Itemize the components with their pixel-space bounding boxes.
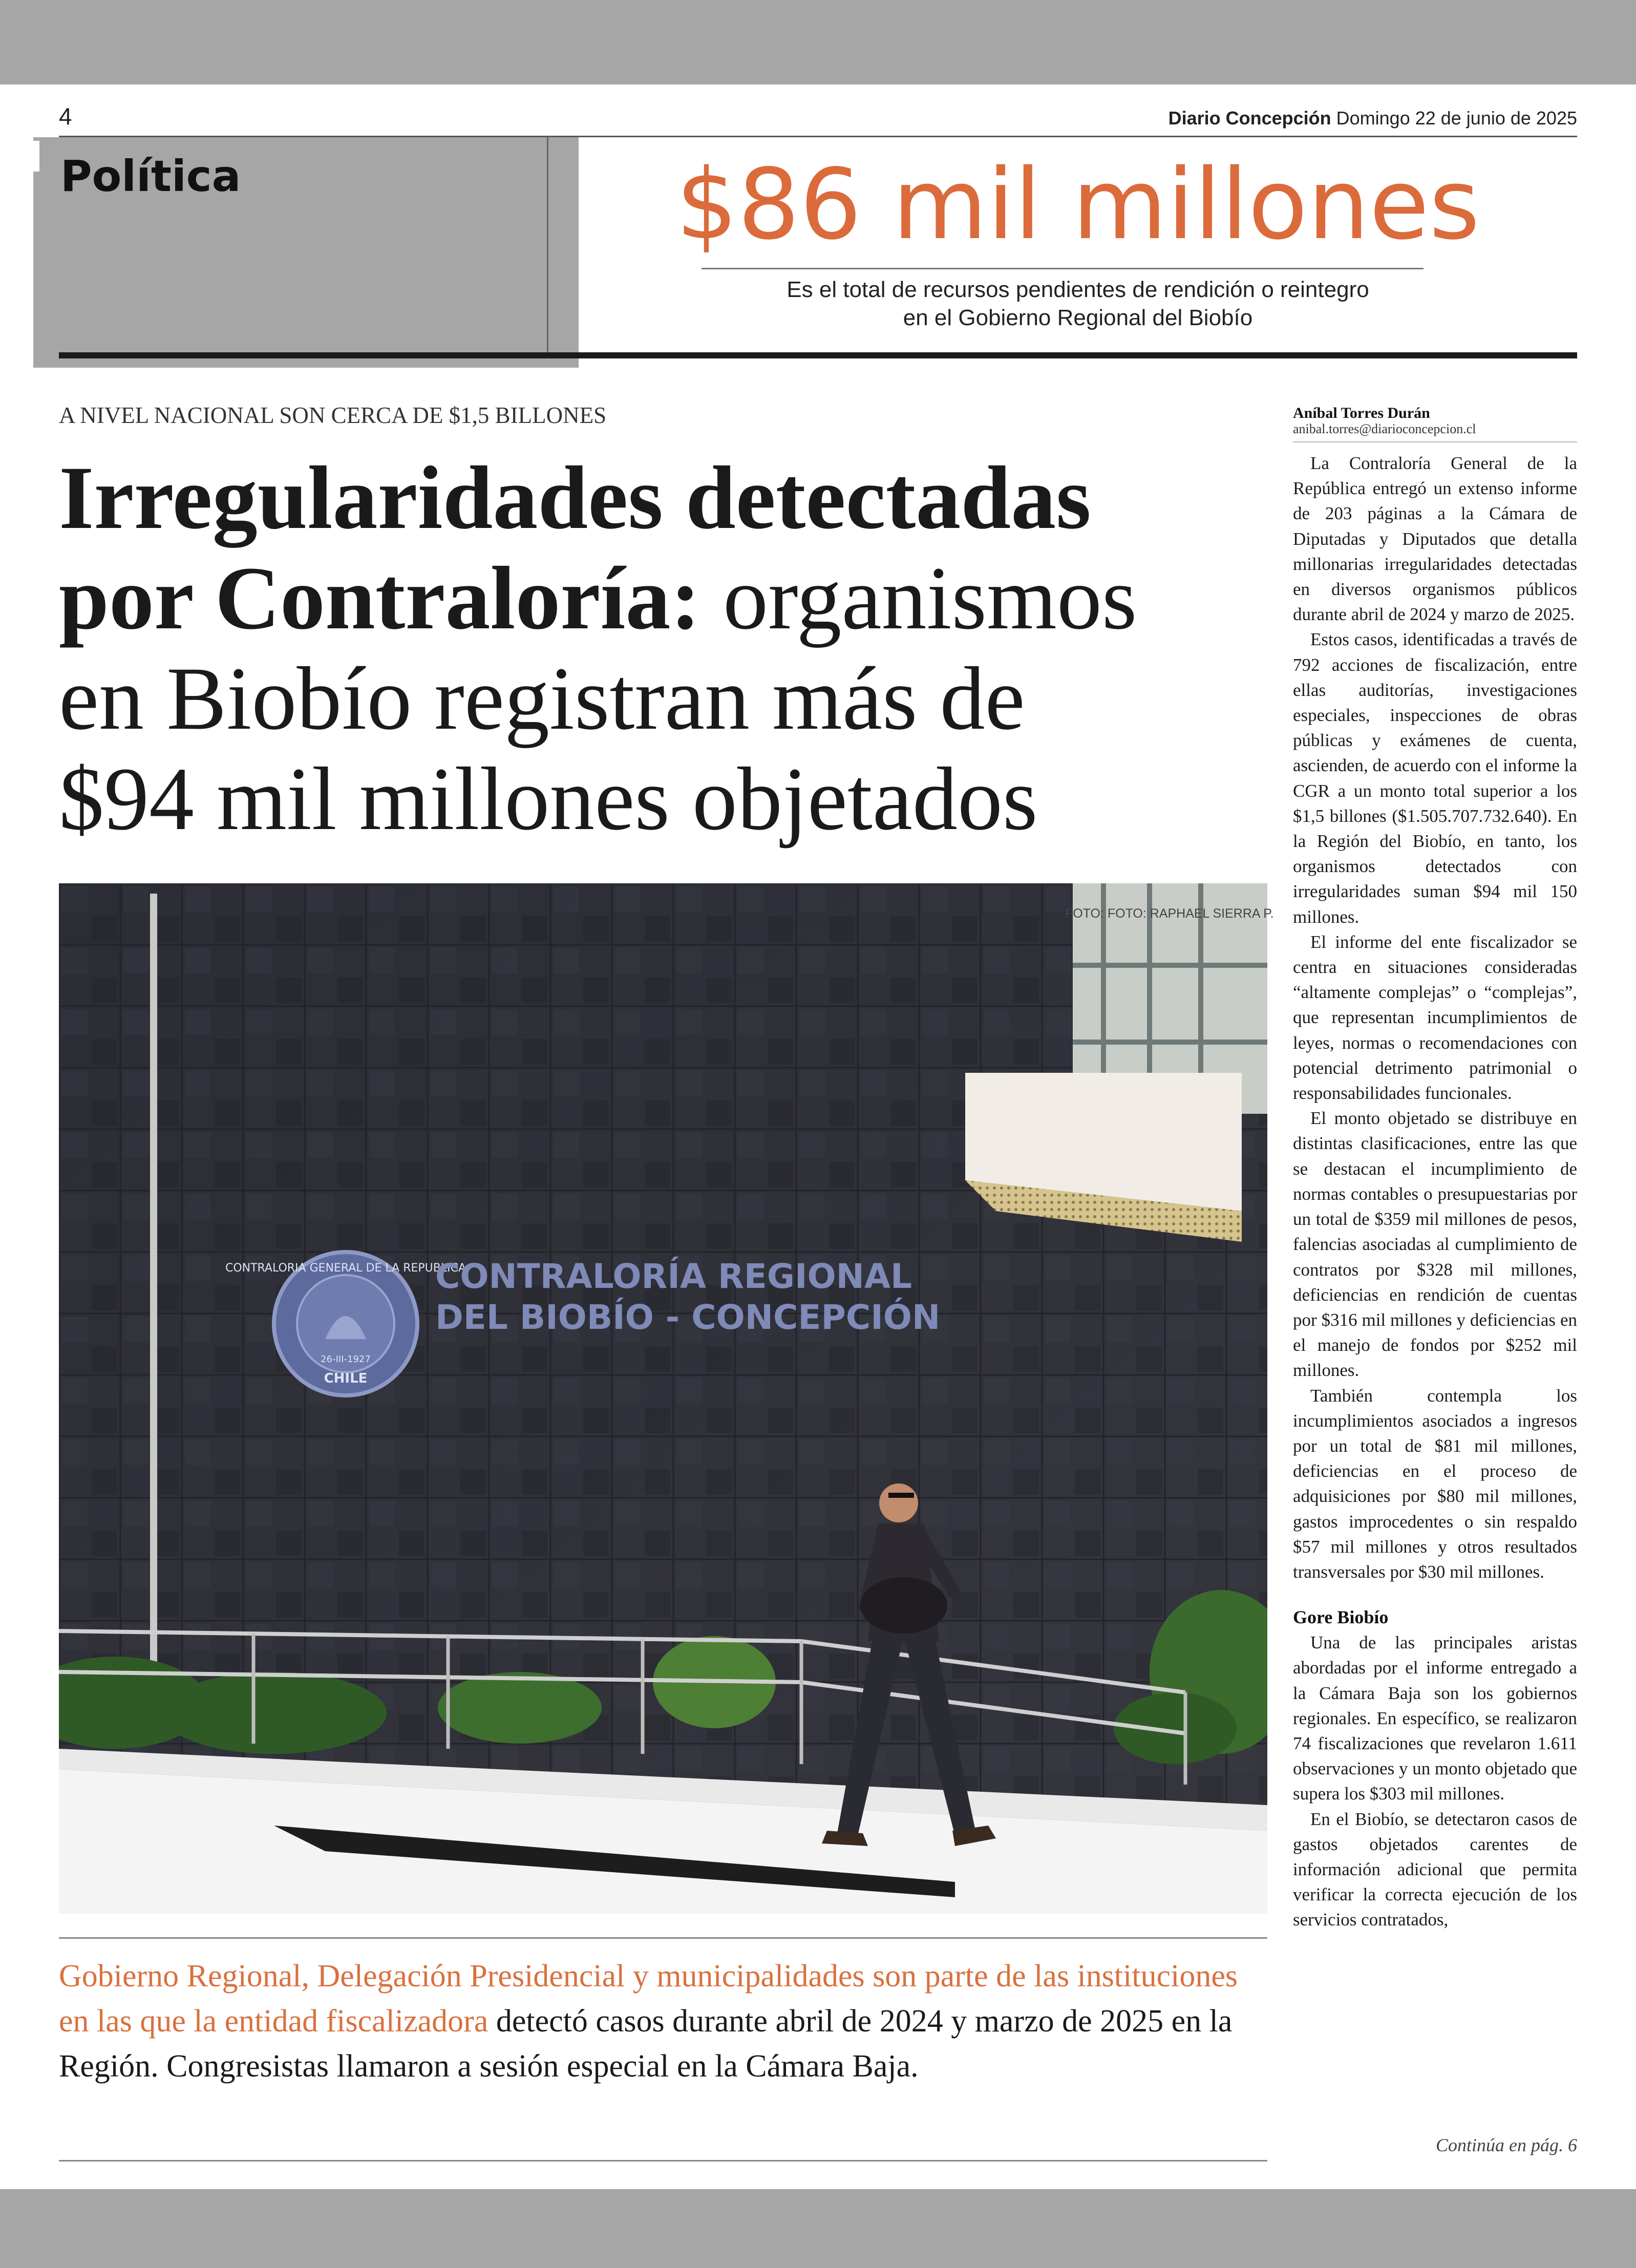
issue-date: Domingo 22 de junio de 2025 <box>1336 108 1577 129</box>
body-paragraph: En el Biobío, se detectaron casos de gastos objetados carentes de información adicional que permita verificar la correcta ejecución de los servicios contratados, <box>1293 1809 1577 1930</box>
highlight-description <box>579 275 1577 332</box>
kicker: A NIVEL NACIONAL SON CERCA DE $1,5 BILLONES <box>59 402 607 428</box>
body-paragraph: El informe del ente fiscalizador se centra en situaciones consideradas “altamente complejas” o “complejas”, que representan incumplimientos de leyes, normas o recomendaciones con potencial detrimento patrimonial o responsabilidades funcionales. <box>1293 931 1577 1104</box>
caption-text: detectó casos durante abril de 2024 y marzo de 2025 en la Región. Congresistas llamaron a sesión especial en la Cámara Baja. <box>59 2004 1233 2084</box>
headline-rest-2: organismos <box>700 548 1137 648</box>
newspaper-name: Diario Concepción <box>1168 108 1331 129</box>
article-body <box>1293 451 1577 1933</box>
headline-bold-1: Irregularidades detectadas <box>59 448 1091 548</box>
caption-rule <box>59 1937 1267 1939</box>
body-paragraph: Estos casos, identificadas a través de 792 acciones de fiscalización, entre ellas auditorías, investigaciones especiales, inspecciones de obras públicas y exámenes de cuenta, ascienden, de acuerdo con el informe la CGR a un monto total superior a los $1,5 billones ($1.505.707.732.640). En la Región del Biobío, en tanto, los organismos detectados con irregularidades suman $94 mil 150 millones. <box>1293 629 1577 927</box>
page-number: 4 <box>59 103 72 130</box>
photo-credit: FOTO: FOTO: RAPHAEL SIERRA P. <box>1065 906 1274 921</box>
masthead <box>1168 108 1577 129</box>
highlight-line-2: en el Gobierno Regional del Biobío <box>903 305 1253 330</box>
article-photo <box>59 883 1267 1914</box>
section-divider <box>547 137 548 352</box>
body-paragraph: El monto objetado se distribuye en distintas clasificaciones, entre las que se destacan el incumplimiento de normas contables o presupuestarias por un total de $359 mil millones de pesos, falencias asociadas al cumplimiento de contratos por $328 mil millones, deficiencias en rendición de cuentas por $316 mil millones y deficiencias en el manejo de fondos por $252 mil millones. <box>1293 1108 1577 1381</box>
caption-accent: Gobierno Regional, Delegación Presidencial y municipalidades son parte de las instituciones en las que la entidad fiscalizadora <box>59 1959 1238 2039</box>
seal-text: CONTRALORIA GENERAL DE LA REPUBLICA <box>225 1262 466 1275</box>
byline-rule <box>1293 441 1577 442</box>
highlight-figure: $86 mil millones <box>675 148 1480 261</box>
section-notch <box>33 141 39 172</box>
subheading: Gore Biobío <box>1293 1607 1389 1628</box>
headline <box>59 448 1262 850</box>
author-name: Aníbal Torres Durán <box>1293 405 1430 421</box>
building-sign-line-1: CONTRALORÍA REGIONAL <box>435 1257 912 1296</box>
author-email: anibal.torres@diarioconcepcion.cl <box>1293 421 1476 436</box>
highlight-rule <box>702 268 1423 269</box>
section-label: Política <box>60 151 241 201</box>
body-paragraph: También contempla los incumplimientos asociados a ingresos por un total de $81 mil millones, deficiencias en el proceso de adquisiciones por $80 mil millones, gastos improcedentes o sin respaldo $57 mil millones y otros resultados transversales por $30 mil millones. <box>1293 1385 1577 1582</box>
photo-caption <box>59 1954 1267 2089</box>
headline-bold-2: por Contraloría: <box>59 548 701 648</box>
seal-country: CHILE <box>324 1371 368 1386</box>
body-paragraph: Una de las principales aristas abordadas por el informe entregado a la Cámara Baja son los gobiernos regionales. En específico, se realizaron 74 fiscalizaciones que revelaron 1.611 observaciones y un monto objetado que supera los $303 mil millones. <box>1293 1633 1578 1804</box>
seal-date: 26-III-1927 <box>321 1354 371 1365</box>
continues-link[interactable]: Continúa en pág. 6 <box>1436 2135 1577 2155</box>
body-paragraph: La Contraloría General de la República entregó un extenso informe de 203 páginas a la Cámara de Diputadas y Diputados que detalla millonarias irregularidades detectadas en diversos organismos públicos durante abril de 2024 y marzo de 2025. <box>1293 453 1577 625</box>
bottom-rule <box>59 2160 1267 2161</box>
building-sign-line-2: DEL BIOBÍO - CONCEPCIÓN <box>435 1298 941 1337</box>
byline <box>1293 405 1430 422</box>
header-rule <box>59 352 1577 358</box>
headline-line-4: $94 mil millones objetados <box>59 749 1038 849</box>
highlight-line-1: Es el total de recursos pendientes de rendición o reintegro <box>787 277 1369 302</box>
headline-line-3: en Biobío registran más de <box>59 649 1025 749</box>
